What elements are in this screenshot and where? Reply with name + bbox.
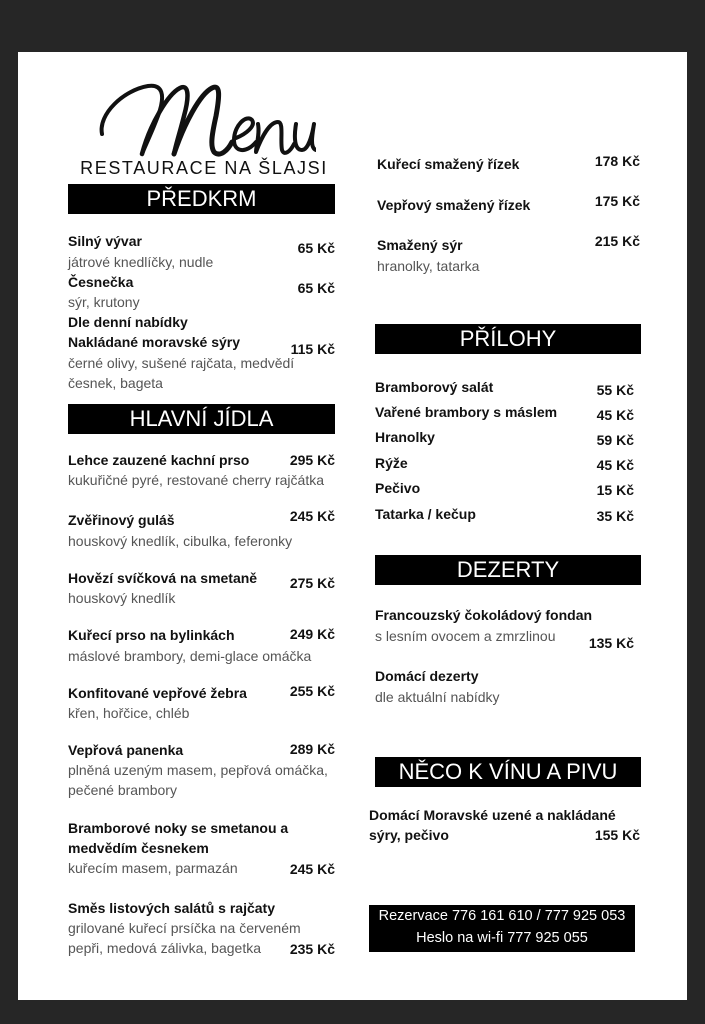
- item-name: Bramborové noky se smetanou a: [68, 820, 289, 836]
- item-price: 135 Kč: [588, 635, 634, 651]
- section-dezerty-title: DEZERTY: [375, 555, 641, 585]
- item-price: 245 Kč: [289, 861, 335, 877]
- item-description: játrové knedlíčky, nudle: [68, 254, 214, 270]
- item-name: Hovězí svíčková na smetaně: [68, 570, 258, 586]
- item-name: Bramborový salát: [375, 379, 494, 395]
- item-description: sýr, krutony: [68, 294, 140, 310]
- item-name: Vařené brambory s máslem: [375, 404, 558, 420]
- item-price: 275 Kč: [289, 575, 335, 591]
- item-name: Rýže: [375, 455, 408, 471]
- item-name: Zvěřinový guláš: [68, 512, 175, 528]
- item-price: 115 Kč: [290, 341, 335, 357]
- item-name: Tatarka / kečup: [375, 506, 476, 522]
- item-description: pečené brambory: [68, 782, 177, 798]
- item-description: pepři, medová zálivka, bagetka: [68, 940, 261, 956]
- item-price: 59 Kč: [596, 432, 634, 448]
- item-name: Nakládané moravské sýry: [68, 334, 240, 350]
- item-name: Konfitované vepřové žebra: [68, 685, 247, 701]
- section-vino-title: NĚCO K VÍNU A PIVU: [375, 757, 641, 787]
- item-description: hranolky, tatarka: [377, 258, 480, 274]
- item-name: Kuřecí prso na bylinkách: [68, 627, 235, 643]
- item-description: černé olivy, sušené rajčata, medvědí: [68, 355, 295, 371]
- item-description: houskový knedlík, cibulka, feferonky: [68, 533, 293, 549]
- item-name: Domácí Moravské uzené a nakládané: [369, 807, 616, 823]
- item-name: Hranolky: [375, 429, 435, 445]
- item-price: 35 Kč: [596, 508, 634, 524]
- item-name: Vepřový smažený řízek: [377, 197, 531, 213]
- item-description: česnek, bageta: [68, 375, 163, 391]
- item-price: 255 Kč: [289, 683, 335, 699]
- item-description: máslové brambory, demi-glace omáčka: [68, 648, 312, 664]
- item-price: 15 Kč: [596, 482, 634, 498]
- item-description: houskový knedlík: [68, 590, 176, 606]
- item-name: Smažený sýr: [377, 237, 463, 253]
- item-description: kuřecím masem, parmazán: [68, 860, 238, 876]
- item-name: Kuřecí smažený řízek: [377, 156, 520, 172]
- item-price: 65 Kč: [297, 240, 335, 256]
- item-price: 155 Kč: [594, 827, 640, 843]
- item-price: 235 Kč: [289, 941, 335, 957]
- item-price: 45 Kč: [596, 457, 634, 473]
- item-description: kukuřičné pyré, restované cherry rajčátka: [68, 472, 324, 488]
- item-name: Domácí dezerty: [375, 668, 479, 684]
- item-price: 55 Kč: [596, 382, 634, 398]
- item-description: křen, hořčice, chléb: [68, 705, 190, 721]
- section-hlavni-title: HLAVNÍ JÍDLA: [68, 404, 335, 434]
- item-price: 215 Kč: [594, 233, 640, 249]
- restaurant-name: RESTAURACE NA ŠLAJSI: [80, 158, 328, 178]
- item-description: dle aktuální nabídky: [375, 689, 500, 705]
- item-name: Lehce zauzené kachní prso: [68, 452, 250, 468]
- item-name: medvědím česnekem: [68, 840, 209, 856]
- item-name: Česnečka: [68, 274, 134, 290]
- item-price: 295 Kč: [289, 452, 335, 468]
- reservation-phone: Rezervace 776 161 610 / 777 925 053: [378, 908, 626, 924]
- contact-info-box: [369, 905, 635, 952]
- item-name: Francouzský čokoládový fondan: [375, 607, 593, 623]
- item-name: Vepřová panenka: [68, 742, 184, 758]
- item-name: sýry, pečivo: [369, 827, 449, 843]
- item-price: 245 Kč: [289, 508, 335, 524]
- item-name: Silný vývar: [68, 233, 142, 249]
- wifi-password: Heslo na wi-fi 777 925 055: [416, 930, 588, 946]
- item-price: 178 Kč: [594, 153, 640, 169]
- item-description: plněná uzeným masem, pepřová omáčka,: [68, 762, 328, 778]
- item-price: 45 Kč: [596, 407, 634, 423]
- item-price: 175 Kč: [594, 193, 640, 209]
- section-prilohy-title: PŘÍLOHY: [375, 324, 641, 354]
- item-note: Dle denní nabídky: [68, 314, 188, 330]
- item-price: 289 Kč: [289, 741, 335, 757]
- section-predkrm-title: PŘEDKRM: [68, 184, 335, 214]
- item-price: 65 Kč: [297, 280, 335, 296]
- item-name: Směs listových salátů s rajčaty: [68, 900, 275, 916]
- item-description: s lesním ovocem a zmrzlinou: [375, 628, 556, 644]
- item-name: Pečivo: [375, 480, 421, 496]
- item-description: grilované kuřecí prsíčka na červeném: [68, 920, 301, 936]
- menu-logo: [96, 64, 316, 168]
- item-price: 249 Kč: [289, 626, 335, 642]
